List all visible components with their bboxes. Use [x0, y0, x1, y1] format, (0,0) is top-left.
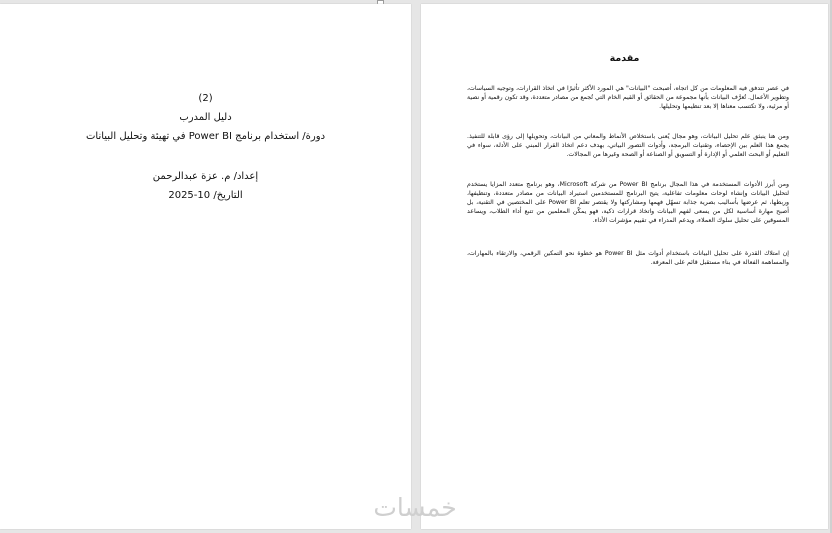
introduction-title: مقدمة [609, 53, 640, 64]
guide-title: دليل المدرب [179, 112, 232, 123]
cover-page [0, 4, 411, 529]
paragraph-1: في عصر تتدفق فيه المعلومات من كل اتجاه، أصبحت "البيانات" هي المورد الأكثر تأثيرًا في اتخاذ القرارات، وتوجيه السياسات، وتطوير الأعمال. تُعرَّف البيانات بأنها مجموعة من الحقائق أو القيم الخام التي تُجمع من مصادر متعددة، وقد تكون رقمية أو نصية أو مرئية، ولا تكتسب معناها إلا بعد تنظيمها وتحليلها. [467, 85, 789, 110]
paragraph-2: ومن هنا ينبثق علم تحليل البيانات، وهو مجال يُعنى باستخلاص الأنماط والمعاني من البيانات، وتحويلها إلى رؤى قابلة للتنفيذ. يجمع هذا العلم بين الإحصاء، وتقنيات البرمجة، وأدوات التصور البياني، بهدف دعم اتخاذ القرار المبني على الأدلة، سواء في التعليم أو البحث العلمي أو الإدارة أو التسويق أو الصناعة أو الصحة وغيرها من المجالات. [467, 133, 789, 158]
paragraph-3: ومن أبرز الأدوات المستخدمة في هذا المجال برنامج Power BI من شركة Microsoft، وهو برنامج متعدد المزايا يستخدم لتحليل البيانات وإنشاء لوحات معلومات تفاعلية، يتيح البرنامج للمستخدمين استيراد البيانات من مصادر متعددة، وتنظيفها، وربطها، ثم عرضها بأساليب بصرية جذابة تسهّل فهمها ومشاركتها ولا يقتصر تعلم Power BI على المختصين في التقنية، بل أصبح مهارة أساسية لكل من يسعى لفهم البيانات واتخاذ قرارات ذكية، فهو يمكّن المعلمين من تتبع أداء الطلاب، ويساعد المسوقين على تحليل سلوك العملاء، ويدعم المدراء في تقييم مؤشرات الأداء. [467, 181, 790, 224]
introduction-page [421, 4, 828, 529]
paragraph-4: إن امتلاك القدرة على تحليل البيانات باستخدام أدوات مثل Power BI هو خطوة نحو التمكين الرقمي، والارتقاء بالمهارات، والمساهمة الفعالة في بناء مستقبل قائم على المعرفة. [467, 250, 789, 266]
site-watermark: خمسات [373, 493, 457, 522]
author-line: إعداد/ م. عزة عبدالرحمن [152, 171, 259, 182]
date-line: التاريخ/ 10-2025 [168, 190, 243, 201]
course-title: دورة/ استخدام برنامج Power BI في تهيئة وتحليل البيانات [85, 131, 326, 142]
page-number-label: (2) [198, 93, 213, 104]
